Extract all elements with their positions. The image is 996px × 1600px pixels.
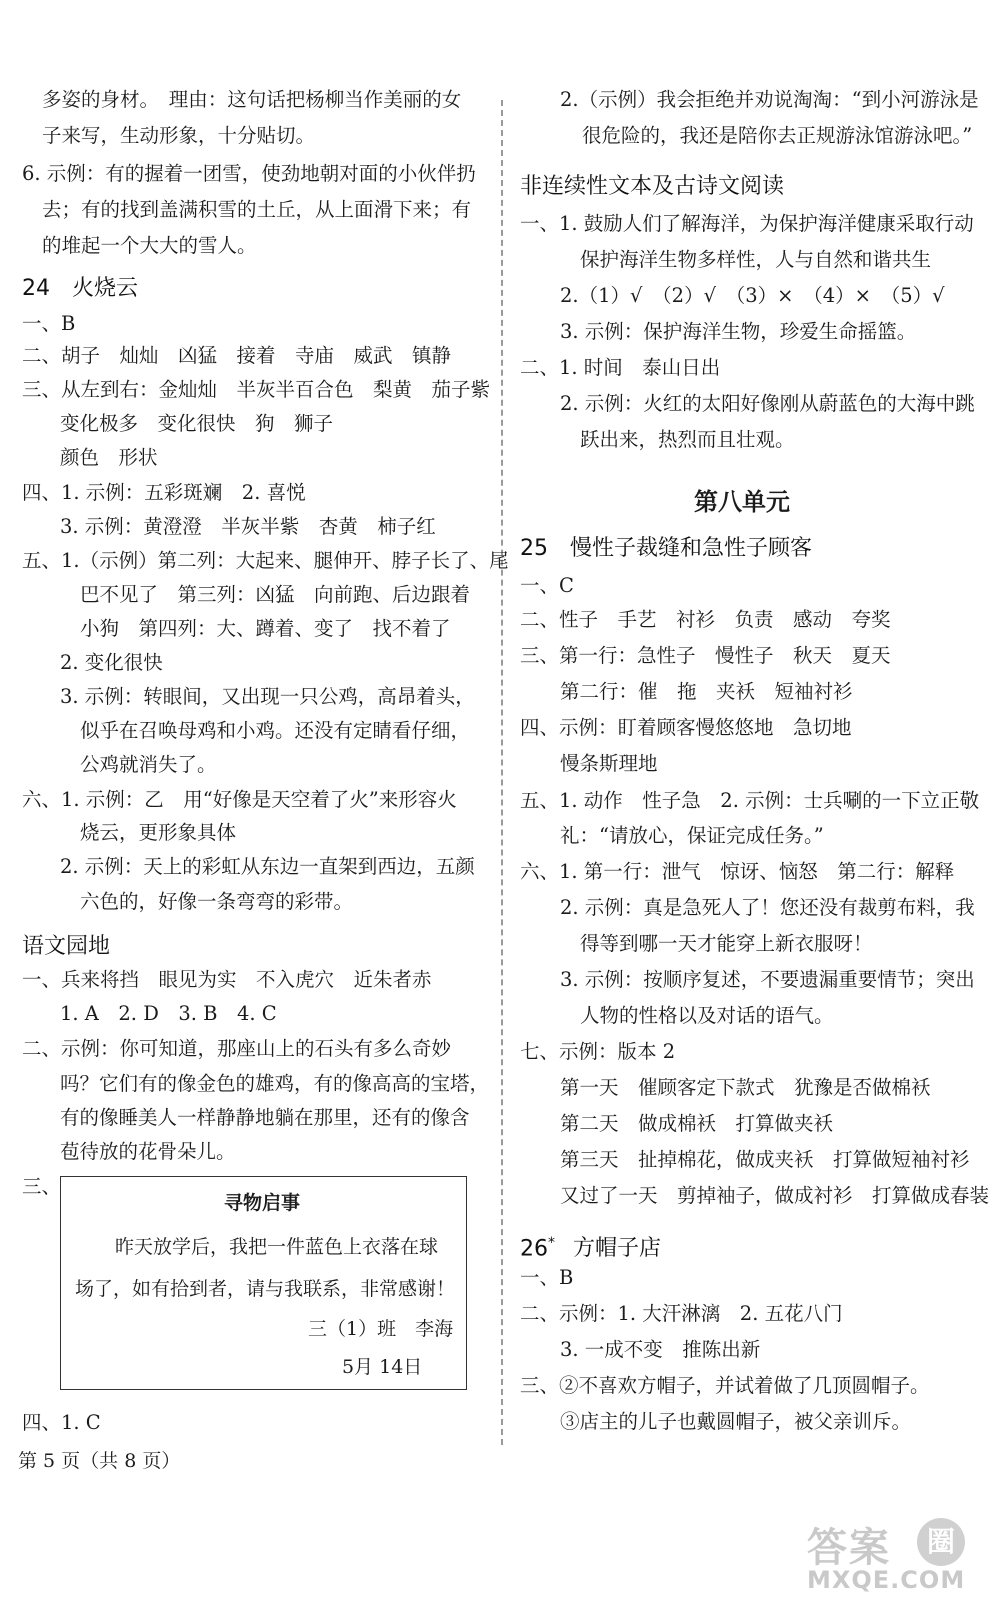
answer-line: 六色的，好像一条弯弯的彩带。 xyxy=(80,890,354,913)
section-title-yuwen: 语文园地 xyxy=(22,934,111,959)
answer-line: 人物的性格以及对话的语气。 xyxy=(580,1004,834,1027)
answer-line: 去；有的找到盖满积雪的土丘，从上面滑下来；有 xyxy=(42,198,472,221)
section-title-24: 24 火烧云 xyxy=(22,276,138,301)
answer-line: 小狗 第四列：大、蹲着、变了 找不着了 xyxy=(80,617,451,640)
answer-line: 四、1. C xyxy=(22,1411,101,1434)
answer-line: 一、B xyxy=(520,1266,574,1289)
section-title-25: 25 慢性子裁缝和急性子顾客 xyxy=(520,536,812,561)
section-title-26 xyxy=(520,1228,661,1264)
answer-line: 五、1.（示例）第二列：大起来、腿伸开、脖子长了、尾 xyxy=(22,549,509,572)
column-divider xyxy=(501,100,503,1445)
section-name: 方帽子店 xyxy=(573,1236,662,1262)
answer-line: 六、1. 示例：乙 用“好像是天空着了火”来形容火 xyxy=(22,788,457,811)
answer-line: 烧云，更形象具体 xyxy=(80,821,237,844)
answer-line: 2.（1）√ （2）√ （3）× （4）× （5）√ xyxy=(560,284,945,307)
answer-line: 六、1. 第一行：泄气 惊讶、恼怒 第二行：解释 xyxy=(520,860,955,883)
answer-line: 四、1. 示例：五彩斑斓 2. 喜悦 xyxy=(22,481,306,504)
answer-line: 礼：“请放心，保证完成任务。” xyxy=(560,824,824,847)
answer-line: 二、示例：1. 大汗淋漓 2. 五花八门 xyxy=(520,1302,843,1325)
answer-line: 颜色 形状 xyxy=(60,446,158,469)
answer-line: 变化极多 变化很快 狗 狮子 xyxy=(60,412,334,435)
answer-line: 第一天 催顾客定下款式 犹豫是否做棉袄 xyxy=(560,1076,931,1099)
answer-line: 慢条斯理地 xyxy=(560,752,658,775)
answer-line: 1. A 2. D 3. B 4. C xyxy=(60,1002,277,1025)
answer-line: 2.（示例）我会拒绝并劝说淘淘：“到小河游泳是 xyxy=(560,88,979,111)
lost-item-notice xyxy=(60,1176,467,1390)
watermark-url: MXQE.COM xyxy=(807,1566,966,1594)
answer-line: 3. 示例：按顺序复述，不要遗漏重要情节；突出 xyxy=(560,968,975,991)
answer-line: 的堆起一个大大的雪人。 xyxy=(42,234,257,257)
answer-line: 二、1. 时间 泰山日出 xyxy=(520,356,721,379)
answer-line: 三、 xyxy=(22,1175,62,1198)
answer-line: 2. 变化很快 xyxy=(60,651,163,674)
answer-line: 三、第一行：急性子 慢性子 秋天 夏天 xyxy=(520,644,891,667)
answer-line: 2. 示例：真是急死人了！您还没有裁剪布料，我 xyxy=(560,896,975,919)
notice-body-line: 场了，如有拾到者，请与我联系，非常感谢！ xyxy=(75,1278,456,1300)
answer-line: 又过了一天 剪掉袖子，做成衬衫 打算做成春装 xyxy=(560,1184,990,1207)
answer-line: 似乎在召唤母鸡和小鸡。还没有定睛看仔细， xyxy=(80,719,471,742)
answer-line: 保护海洋生物多样性，人与自然和谐共生 xyxy=(580,248,932,271)
answer-line: 第二行：催 拖 夹袄 短袖衬衫 xyxy=(560,680,853,703)
answer-line: 很危险的，我还是陪你去正规游泳馆游泳吧。” xyxy=(582,124,973,147)
section-number: 26 xyxy=(520,1236,548,1262)
answer-line: 3. 示例：黄澄澄 半灰半紫 杏黄 柿子红 xyxy=(60,515,436,538)
answer-line: 6. 示例：有的握着一团雪，使劲地朝对面的小伙伴扔 xyxy=(22,162,476,185)
answer-line: 3. 示例：保护海洋生物，珍爱生命摇篮。 xyxy=(560,320,917,343)
answer-line: 一、C xyxy=(520,574,574,597)
answer-line: 吗？它们有的像金色的雄鸡，有的像高高的宝塔， xyxy=(60,1072,490,1095)
unit-title: 第八单元 xyxy=(694,488,790,516)
watermark-logo xyxy=(767,1514,982,1594)
answer-line: 三、②不喜欢方帽子，并试着做了几顶圆帽子。 xyxy=(520,1374,930,1397)
answer-line: 2. 示例：火红的太阳好像刚从蔚蓝色的大海中跳 xyxy=(560,392,975,415)
answer-line: 一、兵来将挡 眼见为实 不入虎穴 近朱者赤 xyxy=(22,968,432,991)
answer-line: 五、1. 动作 性子急 2. 示例：士兵唰的一下立正敬 xyxy=(520,789,980,812)
answer-line: 有的像睡美人一样静静地躺在那里，还有的像含 xyxy=(60,1106,470,1129)
section-title-nonlinear: 非连续性文本及古诗文阅读 xyxy=(520,174,785,199)
answer-line: 一、B xyxy=(22,312,76,335)
answer-line: 二、示例：你可知道，那座山上的石头有多么奇妙 xyxy=(22,1037,452,1060)
answer-line: 第二天 做成棉袄 打算做夹袄 xyxy=(560,1112,834,1135)
watermark-circle-icon: 圈 xyxy=(917,1518,965,1566)
continuation-line: 子来写，生动形象，十分贴切。 xyxy=(42,124,316,147)
notice-signature: 三（1）班 李海 xyxy=(308,1318,454,1340)
answer-line: 二、胡子 灿灿 凶猛 接着 寺庙 威武 镇静 xyxy=(22,344,452,367)
answer-line: 苞待放的花骨朵儿。 xyxy=(60,1140,236,1163)
answer-line: 3. 示例：转眼间，又出现一只公鸡，高昂着头， xyxy=(60,685,475,708)
answer-line: 一、1. 鼓励人们了解海洋，为保护海洋健康采取行动 xyxy=(520,212,974,235)
answer-line: 跃出来，热烈而且壮观。 xyxy=(580,428,795,451)
answer-line: 3. 一成不变 推陈出新 xyxy=(560,1338,761,1361)
watermark-text: 答案 xyxy=(807,1525,891,1571)
answer-line: 四、示例：盯着顾客慢悠悠地 急切地 xyxy=(520,716,852,739)
answer-line: ③店主的儿子也戴圆帽子，被父亲训斥。 xyxy=(560,1410,912,1433)
page-footer: 第 5 页（共 8 页） xyxy=(18,1450,181,1472)
answer-line: 第三天 扯掉棉花，做成夹袄 打算做短袖衬衫 xyxy=(560,1148,970,1171)
answer-line: 三、从左到右：金灿灿 半灰半百合色 梨黄 茄子紫 xyxy=(22,378,491,401)
answer-line: 公鸡就消失了。 xyxy=(80,753,217,776)
notice-title: 寻物启事 xyxy=(224,1192,301,1214)
answer-line: 得等到哪一天才能穿上新衣服呀！ xyxy=(580,932,873,955)
answer-line: 2. 示例：天上的彩虹从东边一直架到西边，五颜 xyxy=(60,855,475,878)
answer-line: 二、性子 手艺 衬衫 负责 感动 夸奖 xyxy=(520,608,891,631)
answer-line: 七、示例：版本 2 xyxy=(520,1040,676,1063)
notice-date: 5月 14日 xyxy=(342,1356,423,1378)
star-mark: * xyxy=(548,1235,555,1251)
continuation-line: 多姿的身材。 理由：这句话把杨柳当作美丽的女 xyxy=(42,88,462,111)
notice-body-line: 昨天放学后，我把一件蓝色上衣落在球 xyxy=(115,1236,439,1258)
answer-line: 巴不见了 第三列：凶猛 向前跑、后边跟着 xyxy=(80,583,471,606)
